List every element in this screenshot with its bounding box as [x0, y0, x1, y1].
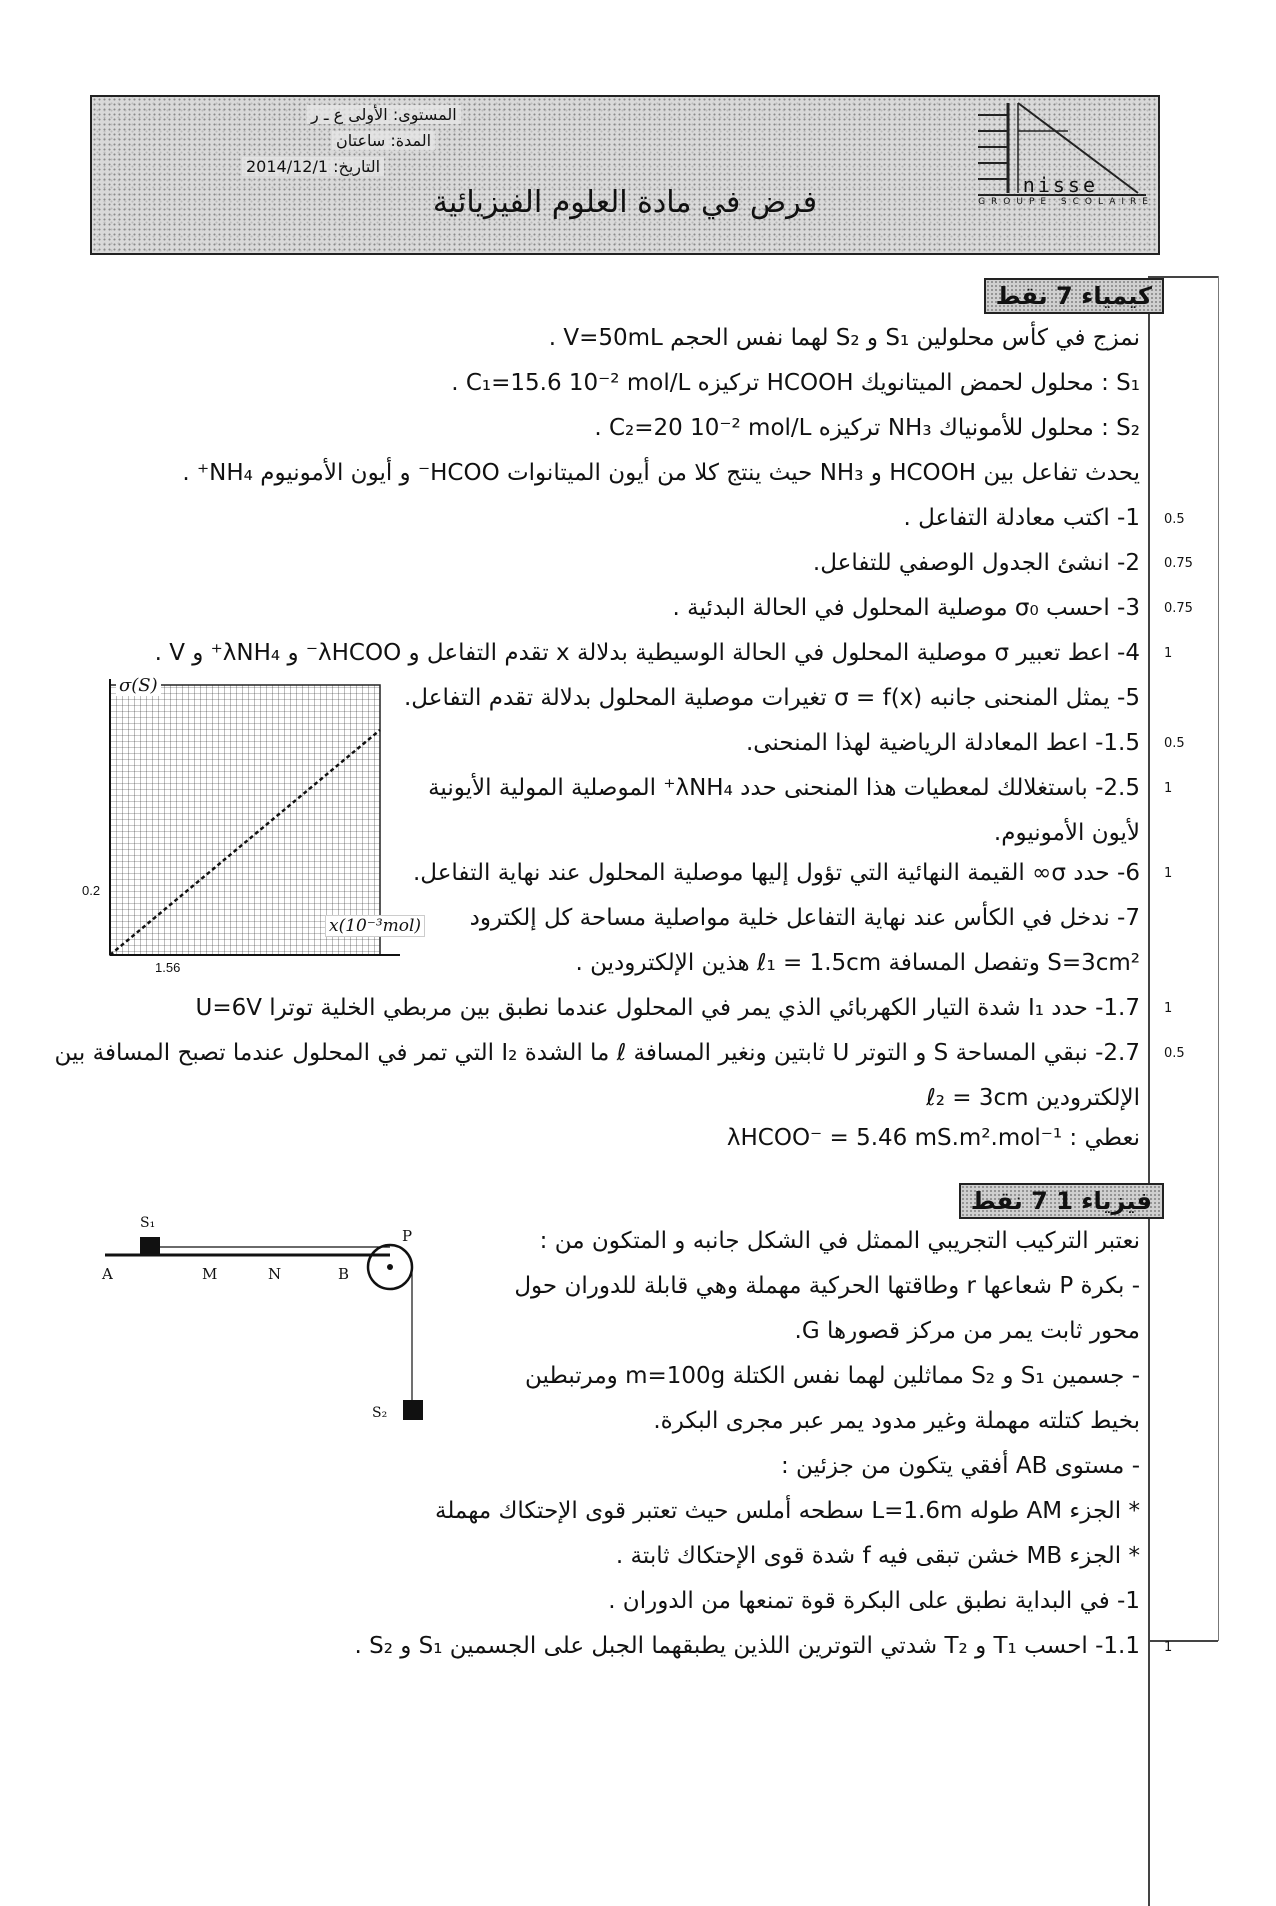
phys-line-5: بخيط كتلته مهملة وغير مدود يمر عبر مجرى البكرة. — [653, 1408, 1140, 1434]
pulley-axis — [387, 1264, 393, 1270]
phys-line-7: * الجزء AM طوله L=1.6m سطحه أملس حيث تعتبر قوى الإحتكاك مهملة — [434, 1498, 1140, 1524]
x-tick-label: 1.56 — [155, 960, 181, 975]
mark-q6: 1 — [1164, 866, 1173, 881]
phys-question-1-1: 1.1- احسب T₁ و T₂ شدتي التوترين اللذين يطبقهما الجبل على الجسمين S₁ و S₂ . — [354, 1633, 1140, 1659]
label-s2: S₂ — [372, 1405, 388, 1421]
chem-question-7-2: 2.7- نبقي المساحة S و التوتر U ثابتين ونغير المسافة ℓ ما الشدة I₂ التي تمر في المحلول عندما تصبح المسافة بين — [54, 1040, 1140, 1066]
y-tick-label: 0.2 — [82, 883, 101, 898]
chem-question-7-cont: S=3cm² وتفصل المسافة ℓ₁ = 1.5cm هذين الإلكترودين . — [575, 950, 1140, 976]
chem-question-7: 7- ندخل في الكأس عند نهاية التفاعل خلية مواصلية مساحة كل إلكترود — [469, 905, 1140, 931]
label-n: N — [268, 1265, 282, 1283]
exam-header — [90, 95, 1160, 255]
duration-label: المدة: ساعتان — [332, 131, 435, 150]
chemistry-title: كيمياء 7 نقط — [984, 278, 1164, 314]
chem-question-6: 6- حدد σ∞ القيمة النهائية التي تؤول إليها موصلية المحلول عند نهاية التفاعل. — [412, 860, 1140, 886]
chem-question-7-1: 1.7- حدد I₁ شدة التيار الكهربائي الذي يمر في المحلول عندما نطبق بين مربطي الخلية توترا U=6V — [195, 995, 1140, 1021]
mark-q5-2: 1 — [1164, 781, 1173, 796]
chem-question-5-1: 1.5- اعط المعادلة الرياضية لهذا المنحنى. — [745, 730, 1140, 756]
physics-title: فيزياء 1 7 نقط — [959, 1183, 1164, 1219]
mark-q7-1: 1 — [1164, 1001, 1173, 1016]
mark-q4: 1 — [1164, 646, 1173, 661]
chem-question-3: 3- احسب σ₀ موصلية المحلول في الحالة البدئية . — [672, 595, 1140, 621]
pulley-figure — [90, 1215, 450, 1435]
mark-phys-1-1: 1 — [1164, 1640, 1173, 1655]
mark-q2: 0.75 — [1164, 556, 1193, 571]
page-title: فرض في مادة العلوم الفيزيائية — [432, 185, 818, 220]
chem-line-4: يحدث تفاعل بين HCOOH و NH₃ حيث ينتج كلا من أيون الميتانوات HCOO⁻ و أيون الأمونيوم NH₄⁺ . — [182, 460, 1140, 486]
label-b: B — [338, 1265, 350, 1283]
phys-line-3: محور ثابت يمر من مركز قصورها G. — [794, 1318, 1140, 1344]
phys-line-1: نعتبر التركيب التجريبي الممثل في الشكل جانبه و المتكون من : — [539, 1228, 1140, 1254]
date-label: التاريخ: 2014/12/1 — [242, 157, 384, 176]
phys-line-6: - مستوى AB أفقي يتكون من جزئين : — [780, 1453, 1140, 1479]
body-s1 — [140, 1237, 160, 1255]
chem-question-5-2: 2.5- باستغلالك لمعطيات هذا المنحنى حدد λNH₄⁺ الموصلية المولية الأيونية — [428, 775, 1140, 801]
phys-line-8: * الجزء MB خشن تبقى فيه f شدة قوى الإحتكاك ثابتة . — [615, 1543, 1140, 1569]
label-p: P — [402, 1227, 413, 1245]
mark-q7-2: 0.5 — [1164, 1046, 1185, 1061]
frame-right-rule — [1218, 276, 1219, 1641]
body-s2 — [403, 1400, 423, 1420]
chem-question-5-2-cont: لأيون الأمونيوم. — [993, 820, 1140, 846]
mark-q5-1: 0.5 — [1164, 736, 1185, 751]
chem-question-1: 1- اكتب معادلة التفاعل . — [903, 505, 1140, 531]
pulley-svg — [90, 1215, 450, 1435]
mark-q3: 0.75 — [1164, 601, 1193, 616]
chem-line-1: نمزج في كأس محلولين S₁ و S₂ لهما نفس الحجم V=50mL . — [548, 325, 1140, 351]
chem-question-7-2-cont: الإلكترودين ℓ₂ = 3cm — [926, 1085, 1140, 1111]
chem-question-4: 4- اعط تعبير σ موصلية المحلول في الحالة الوسيطية بدلالة x تقدم التفاعل و λHCOO⁻ و λNH₄⁺ و V . — [154, 640, 1140, 666]
chem-line-3: S₂ : محلول للأمونياك NH₃ تركيزه C₂=20 10⁻² mol/L . — [594, 415, 1140, 441]
level-label: المستوى: الأولى ع ـ ر — [307, 105, 461, 124]
phys-line-2: - بكرة P شعاعها r وطاقتها الحركية مهملة وهي قابلة للدوران حول — [514, 1273, 1140, 1299]
x-axis-label: x(10⁻³mol) — [325, 915, 425, 937]
chem-question-2: 2- انشئ الجدول الوصفي للتفاعل. — [812, 550, 1140, 576]
chem-line-2: S₁ : محلول لحمض الميتانويك HCOOH تركيزه C₁=15.6 10⁻² mol/L . — [451, 370, 1140, 396]
mark-q1: 0.5 — [1164, 512, 1185, 527]
phys-line-4: - جسمين S₁ و S₂ مماثلين لهما نفس الكتلة m=100g ومرتبطين — [525, 1363, 1140, 1389]
logo-subtitle: GROUPE SCOLAIRE — [978, 197, 1154, 207]
conductivity-chart — [80, 675, 422, 979]
margin-rule — [1148, 276, 1150, 1906]
chem-data-note: نعطي : λHCOO⁻ = 5.46 mS.m².mol⁻¹ — [726, 1125, 1140, 1151]
label-m: M — [202, 1265, 218, 1283]
phys-question-1: 1- في البداية نطبق على البكرة قوة تمنعها من الدوران . — [608, 1588, 1140, 1614]
frame-bottom-rule — [1148, 1640, 1218, 1642]
label-s1: S₁ — [140, 1215, 156, 1231]
chem-question-5: 5- يمثل المنحنى جانبه σ = f(x) تغيرات موصلية المحلول بدلالة تقدم التفاعل. — [404, 685, 1140, 711]
label-a: A — [102, 1265, 113, 1283]
y-axis-label: σ(S) — [116, 675, 161, 696]
logo-word: nisse — [1022, 173, 1098, 197]
